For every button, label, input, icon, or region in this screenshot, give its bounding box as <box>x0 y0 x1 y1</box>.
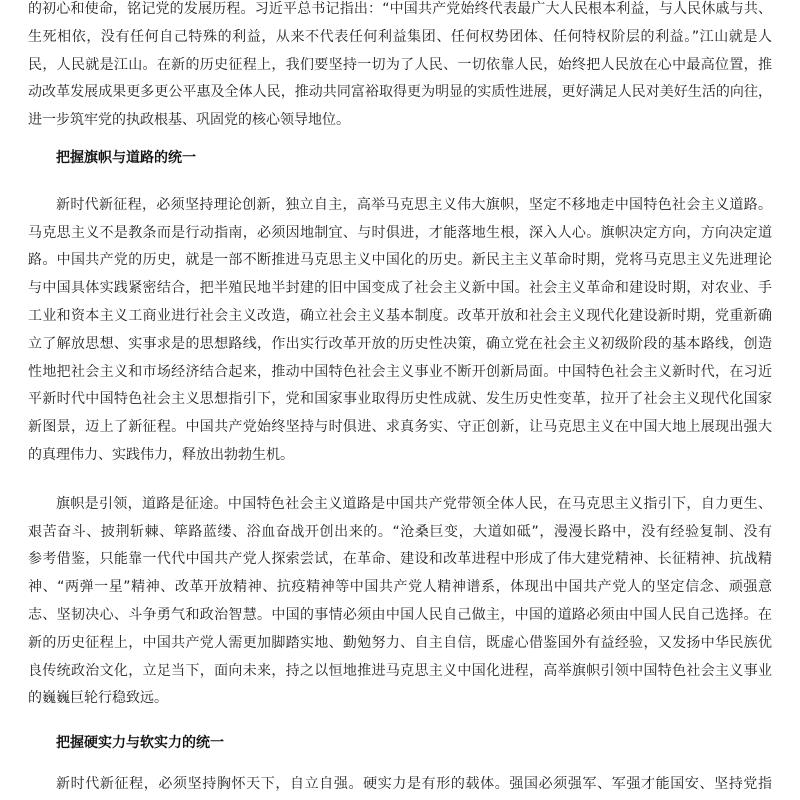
paragraph-line: 的巍巍巨轮行稳致远。 <box>28 690 168 707</box>
paragraph-line: 马克思主义不是教条而是行动指南，必须因地制宜、与时俱进，才能落地生根，深入人心。旗帜决定方向，方向决定道 <box>28 224 772 241</box>
paragraph-line: 平新时代中国特色社会主义思想指引下，党和国家事业取得历史性成就、发生历史性变革，拉开了社会主义现代化国家 <box>28 391 772 408</box>
section-1-paragraph-1 <box>28 192 772 470</box>
paragraph-line: 新时代新征程，必须坚持理论创新，独立自主，高举马克思主义伟大旗帜，坚定不移地走中国特色社会主义道路。 <box>56 196 772 213</box>
paragraph-line: 艰苦奋斗、披荆斩棘、筚路蓝缕、浴血奋战开创出来的。“沧桑巨变，大道如砥”，漫漫长路中，没有经验复制、没有 <box>28 523 772 540</box>
paragraph-line: 新图景，迈上了新征程。中国共产党始终坚持与时俱进、求真务实、守正创新，让马克思主义在中国大地上展现出强大 <box>28 419 772 436</box>
intro-paragraph <box>28 0 772 135</box>
paragraph-line: 良传统政治文化，立足当下，面向未来，持之以恒地推进马克思主义中国化进程，高举旗帜引领中国特色社会主义事业 <box>28 662 772 679</box>
paragraph-line: 立了解放思想、实事求是的思想路线，作出实行改革开放的历史性决策，确立党在社会主义初级阶段的基本路线，创造 <box>28 335 772 352</box>
paragraph-line: 性地把社会主义和市场经济结合起来，推动中国特色社会主义事业不断开创新局面。中国特色社会主义新时代，在习近 <box>28 363 772 380</box>
paragraph-line: 进一步筑牢党的执政根基、巩固党的核心领导地位。 <box>28 112 350 129</box>
paragraph-line: 民，人民就是江山。在新的历史征程上，我们要坚持一切为了人民、一切依靠人民，始终把人民放在心中最高位置，推 <box>28 56 772 73</box>
paragraph-line: 参考借鉴，只能靠一代代中国共产党人探索尝试，在革命、建设和改革进程中形成了伟大建党精神、长征精神、抗战精 <box>28 551 772 568</box>
section-1-paragraph-2 <box>28 491 772 713</box>
paragraph-line: 新的历史征程上，中国共产党人需更加脚踏实地、勤勉努力、自主自信，既虚心借鉴国外有益经验，又发扬中华民族优 <box>28 634 772 651</box>
paragraph-line: 新时代新征程，必须坚持胸怀天下，自立自强。硬实力是有形的载体。强国必须强军、军强才能国安、坚持党指 <box>56 775 772 792</box>
section-heading-hard-and-soft-power: 把握硬实力与软实力的统一 <box>56 735 224 752</box>
paragraph-line: 动改革发展成果更多更公平惠及全体人民，推动共同富裕取得更为明显的实质性进展，更好满足人民对美好生活的向往， <box>28 84 772 101</box>
paragraph-line: 志、坚韧决心、斗争勇气和政治智慧。中国的事情必须由中国人民自己做主，中国的道路必须由中国人民自己选择。在 <box>28 606 772 623</box>
paragraph-line: 神、“两弹一星”精神、改革开放精神、抗疫精神等中国共产党人精神谱系，体现出中国共产党人的坚定信念、顽强意 <box>28 579 772 596</box>
paragraph-line: 工业和资本主义工商业进行社会主义改造，确立社会主义基本制度。改革开放和社会主义现代化建设新时期，党重新确 <box>28 307 772 324</box>
paragraph-line: 路。中国共产党的历史，就是一部不断推进马克思主义中国化的历史。新民主主义革命时期，党将马克思主义先进理论 <box>28 252 772 269</box>
section-heading-flag-and-road: 把握旗帜与道路的统一 <box>56 149 196 166</box>
paragraph-line: 生死相依，没有任何自己特殊的利益，从来不代表任何利益集团、任何权势团体、任何特权阶层的利益。”江山就是人 <box>28 28 772 45</box>
document-body <box>28 0 772 799</box>
paragraph-line: 与中国具体实践紧密结合，把半殖民地半封建的旧中国变成了社会主义新中国。社会主义革命和建设时期，对农业、手 <box>28 280 772 297</box>
paragraph-line: 的初心和使命，铭记党的发展历程。习近平总书记指出：“中国共产党始终代表最广大人民根本利益，与人民休戚与共、 <box>28 1 772 17</box>
paragraph-line: 旗帜是引领，道路是征途。中国特色社会主义道路是中国共产党带领全体人民，在马克思主义指引下，自力更生、 <box>56 495 772 512</box>
paragraph-line: 的真理伟力、实践伟力，释放出勃勃生机。 <box>28 446 294 463</box>
section-2-paragraph-1 <box>28 771 772 799</box>
